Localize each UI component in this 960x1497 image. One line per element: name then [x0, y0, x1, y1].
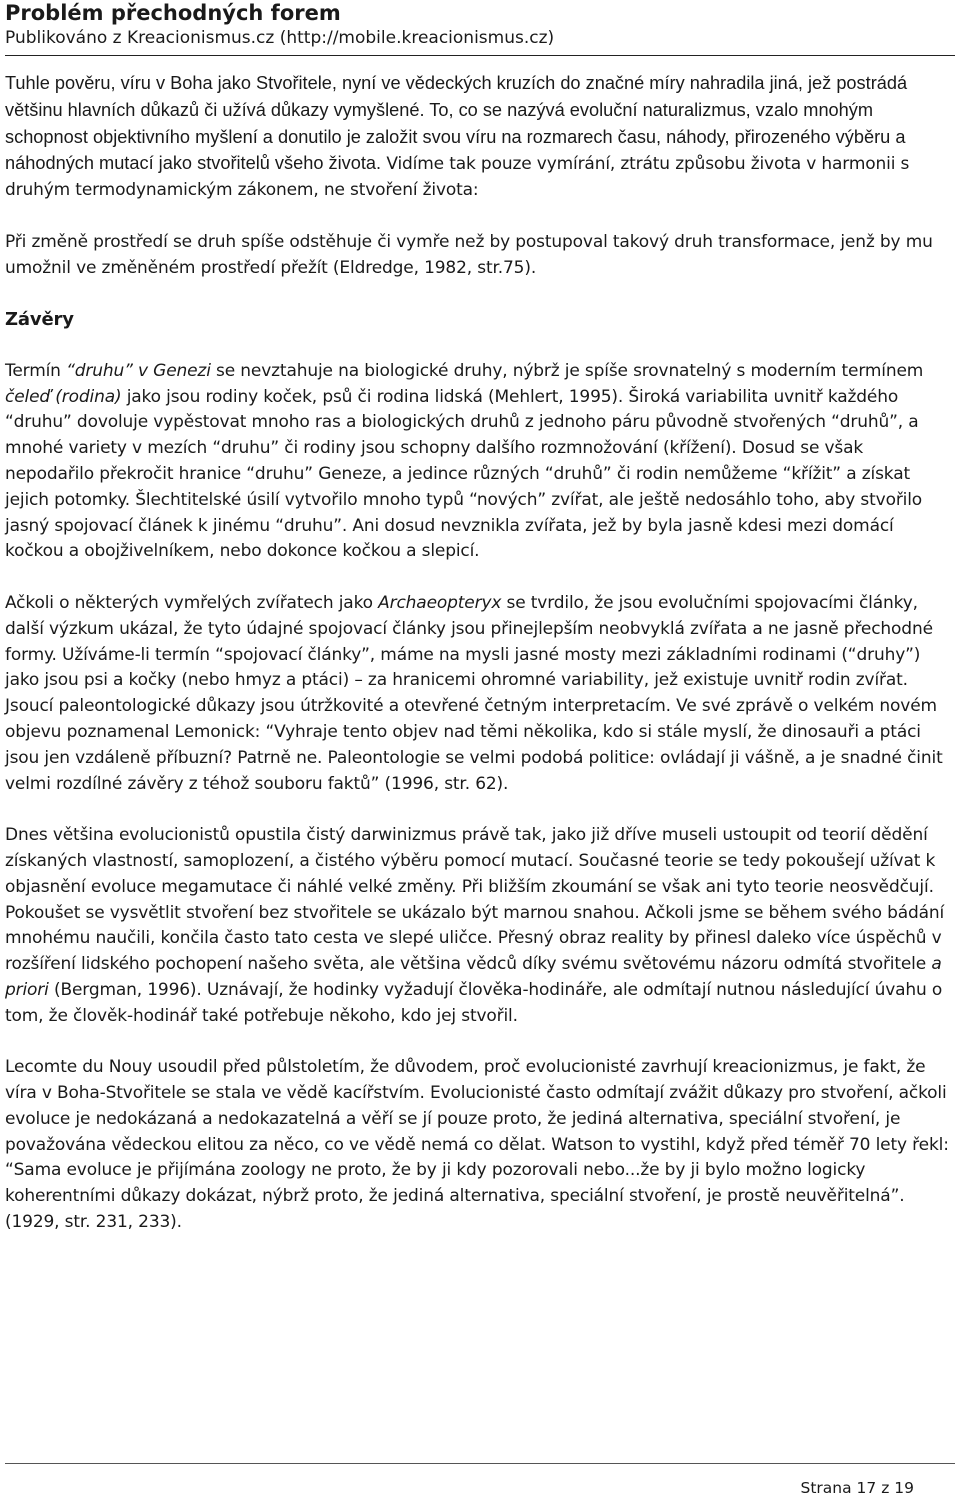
italic-archaeopteryx: Archaeopteryx	[378, 592, 502, 613]
paragraph-darwinism	[5, 823, 950, 1029]
paragraph-intro-lead: Tuhle pověru, víru v Boha jako Stvořitele, nyní ve vědeckých kruzích do značné míry nahradila jiná, jež postrádá většinu hlavních důkazů či užívá důkazy vymyšlené.	[5, 73, 908, 120]
paragraph-term-druhu	[5, 359, 950, 565]
paragraph-intro-tail: Vidíme tak pouze vymírání, ztrátu způsobu života v harmonii s druhým termodynamickým zákonem, ne stvoření života:	[5, 154, 910, 201]
page-header	[5, 0, 955, 49]
article-body	[5, 71, 950, 1262]
paragraph-archaeopteryx	[5, 591, 950, 797]
section-heading-zavery: Závěry	[5, 309, 74, 331]
footer-divider	[5, 1463, 955, 1464]
paragraph-lecomte: Lecomte du Nouy usoudil před půlstoletím, že důvodem, proč evolucionisté zavrhují kreacionizmus, je fakt, že víra v Boha-Stvořitele se stala ve vědě kacířstvím. Evolucionisté často odmítají zvážit důkazy pro stvoření, ačkoli evoluce je nedokázaná a nedokazatelná a věří se jí pouze proto, že jediná alternativa, speciální stvoření, je považována vědeckou elitou za něco, co ve vědě nemá co dělat. Watson to vystihl, když před téměř 70 lety řekl: “Sama evoluce je přijímána zoology ne proto, že by ji kdy pozorovali nebo...že by ji bylo možno logicky koherentními důkazy dokázat, nýbrž proto, že jediná alternativa, speciální stvoření, je prostě neuvěřitelná”. (1929, str. 231, 233).	[5, 1057, 949, 1233]
paragraph-quote-eldredge: Při změně prostředí se druh spíše odstěhuje či vymře než by postupoval takový druh transformace, jenž by mu umožnil ve změněném prostředí přežít (Eldredge, 1982, str.75).	[5, 231, 933, 278]
document-title: Problém přechodných forem	[5, 1, 341, 25]
text-run: (Bergman, 1996). Uznávají, že hodinky vyžadují člověka-hodináře, ale odmítají nutnou následující úvahu o tom, že člověk-hodinář také potřebuje někoho, kdo jej stvořil.	[5, 979, 943, 1026]
text-run: Termín	[5, 360, 67, 381]
document-source-line: Publikováno z Kreacionismus.cz (http://mobile.kreacionismus.cz)	[5, 28, 555, 48]
text-run: se tvrdilo, že jsou evolučními spojovacími články, další výzkum ukázal, že tyto údajné spojovací články jsou přinejlepším neobvyklá zvířata a ne jasně přechodné formy. Užíváme-li termín “spojovací články”, máme na mysli jasné mosty mezi základními rodinami (“druhy”) jako jsou psi a kočky (nebo hmyz a ptáci) – za hranicemi ohromné variability, jež existuje uvnitř rodin zvířat. Jsoucí paleontologické důkazy jsou útržkovité a otevřené četným interpretacím. Ve své zprávě o velkém novém objevu poznamenal Lemonick: “Vyhraje tento objev nad těmi několika, kdo si stále myslí, že dinosauři a ptáci jsou jen vzdáleně příbuzní? Patrně ne. Paleontologie se velmi podobá politice: ovládají ji vášně, a je snadné činit velmi rozdílné závěry z téhož souboru faktů” (1996, str. 62).	[5, 592, 943, 794]
italic-druhu: “druhu”	[66, 360, 133, 381]
italic-celed: čeleď (rodina)	[5, 386, 122, 407]
paragraph-intro	[5, 71, 950, 204]
page-number: Strana 17 z 19	[800, 1479, 914, 1497]
paragraph-intro-rest: To, co se nazývá evoluční naturalizmus, vzalo mnohým schopnost objektivního myšlení a donutilo je založit svou víru na rozmarech času, náhody, přirozeného výběru a náhodných mutací jako stvořitelů všeho života.	[5, 99, 906, 174]
italic-a-priori: a priori	[5, 954, 942, 1000]
italic-genezi: v Genezi	[138, 360, 211, 381]
header-divider	[5, 55, 955, 56]
text-run: Ačkoli o některých vymřelých zvířatech jako	[5, 592, 379, 613]
text-run: se nevztahuje na biologické druhy, nýbrž je spíše srovnatelný s moderním termínem	[210, 360, 924, 381]
text-run: Dnes většina evolucionistů opustila čistý darwinizmus právě tak, jako již dříve museli ustoupit od teorií dědění získaných vlastností, samoplození, a čistého výběru pomocí mutací. Současné teorie se tedy pokoušejí užívat k objasnění evoluce megamutace či náhlé velké změny. Při bližším zkoumání se však ani tyto teorie neosvědčují. Pokoušet se vysvětlit stvoření bez stvořitele se ukázalo být marnou snahou. Ačkoli jsme se během svého bádání mnohému naučili, končila často tato cesta ve slepé uličce. Přesný obraz reality by přinesl daleko více úspěchů v rozšíření lidského pochopení našeho světa, ale většina vědců díky svému světovému názoru odmítá stvořitele	[5, 825, 945, 975]
text-run: jako jsou rodiny koček, psů či rodina lidská (Mehlert, 1995). Široká variabilita uvnitř každého “druhu” dovoluje vypěstovat mnoho ras a biologických druhů z jednoho páru původně stvořených “druhů”, a mnohé variety v mezích “druhu” či rodiny jsou schopny dalšího rozmnožování (křížení). Dosud se však nepodařilo překročit hranice “druhu” Geneze, a jedince různých “druhů” či rodin nemůžeme “křížit” a získat jejich potomky. Šlechtitelské úsilí vytvořilo mnoho typů “nových” zvířat, ale ještě nedosáhlo toho, aby stvořilo jasný spojovací článek k jinému “druhu”. Ani dosud nevznikla zvířata, jež by byla jasně kdesi mezi domácí kočkou a obojživelníkem, nebo dokonce kočkou a slepicí.	[5, 386, 923, 562]
